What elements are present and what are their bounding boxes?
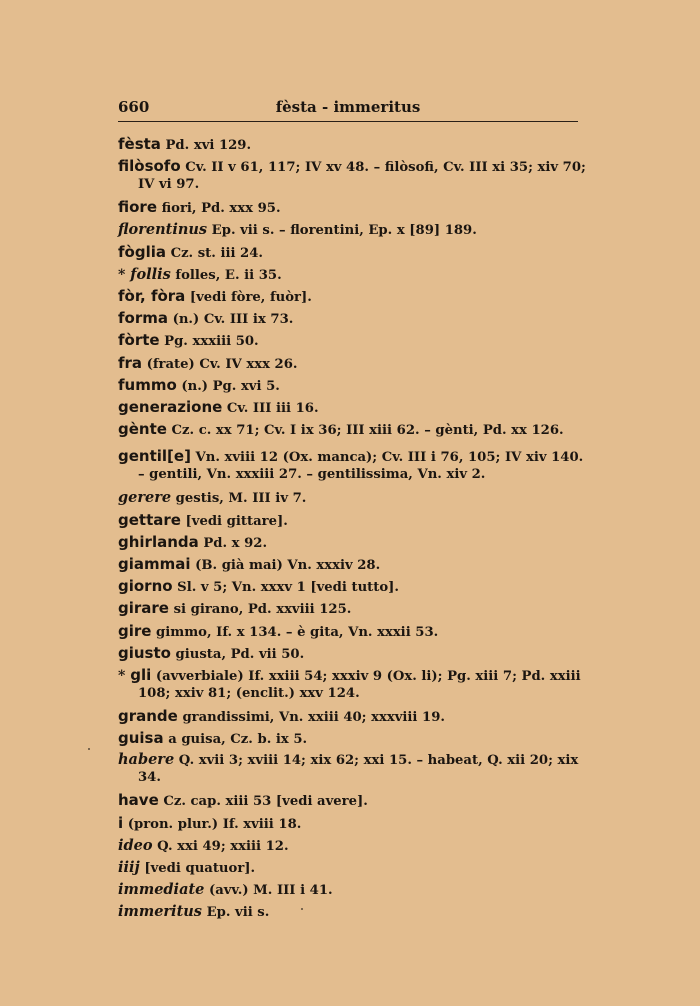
header-rule (118, 121, 578, 122)
entry-headword: guisa (118, 729, 164, 748)
entry-references: (n.) Cv. III ix 73. (167, 312, 294, 328)
index-entry (118, 621, 588, 643)
entry-headword: gentil[e] (118, 447, 191, 466)
entry-headword: habere (118, 751, 175, 769)
index-entry (118, 419, 588, 446)
entry-references: gestis, M. III iv 7. (171, 491, 307, 507)
entry-headword: ghirlanda (118, 532, 199, 551)
entry-headword: generazione (118, 398, 223, 417)
index-entries (118, 134, 588, 924)
entry-headword: fòglia (118, 242, 166, 261)
entry-references: Cv. II v 61, 117; IV xv 48. – filòsofi, Cv. III xi 35; xiv 70; IV vi 97. (138, 160, 586, 192)
entry-references: Cz. st. iii 24. (165, 245, 264, 261)
index-entry (118, 813, 588, 835)
index-entry (118, 397, 588, 419)
entry-references: si girano, Pd. xxviii 125. (168, 602, 352, 618)
entry-headword: ideo (118, 836, 153, 854)
entry-references: giusta, Pd. vii 50. (170, 646, 305, 662)
entry-headword: grande (118, 707, 178, 726)
index-entry (118, 353, 588, 375)
index-entry (118, 446, 588, 487)
entry-references: grandissimi, Vn. xxiii 40; xxxviii 19. (177, 710, 445, 726)
entry-headword: giusto (118, 643, 171, 662)
entry-references: a guisa, Cz. b. ix 5. (163, 732, 308, 748)
entry-references: [vedi quatuor]. (139, 861, 256, 877)
index-entry (118, 219, 588, 241)
index-entry (118, 264, 588, 286)
entry-headword: florentinus (118, 221, 208, 239)
index-entry (118, 375, 588, 397)
index-entry (118, 197, 588, 219)
paper-speck (88, 748, 90, 750)
entry-references: Cz. cap. xiii 53 [vedi avere]. (158, 794, 368, 810)
entry-headword: gire (118, 621, 152, 640)
entry-headword: i (118, 813, 124, 832)
index-entry (118, 706, 588, 728)
entry-references: (avverbiale) If. xxiii 54; xxxiv 9 (Ox. li); Pg. xiii 7; Pd. xxiii 108; xxiv 81; (enclit.) xxv 124. (138, 669, 581, 701)
index-entry (118, 901, 588, 923)
index-entry (118, 487, 588, 509)
entry-marker: * (118, 668, 131, 685)
index-entry (118, 286, 588, 308)
entry-references: Ep. vii s. (201, 905, 270, 921)
index-entry (118, 242, 588, 264)
entry-headword: have (118, 791, 159, 810)
index-entry (118, 330, 588, 352)
entry-references: Pd. xvi 129. (160, 138, 252, 153)
entry-headword: fiore (118, 198, 157, 217)
entry-references: [vedi gittare]. (180, 513, 288, 529)
entry-headword: gettare (118, 510, 181, 529)
entry-headword: immediate (118, 881, 205, 899)
index-entry (118, 308, 588, 330)
entry-references: Ep. vii s. – florentini, Ep. x [89] 189. (207, 223, 477, 239)
entry-references: Pd. x 92. (198, 535, 268, 551)
index-entry (118, 665, 588, 706)
entry-references: (n.) Pg. xvi 5. (176, 378, 280, 394)
index-entry (118, 643, 588, 665)
entry-marker: * (118, 266, 131, 283)
index-entry (118, 134, 588, 156)
entry-headword: forma (118, 309, 168, 328)
entry-headword: gènte (118, 420, 167, 439)
entry-references: fiori, Pd. xxx 95. (157, 201, 281, 217)
index-entry (118, 728, 588, 750)
entry-references: Sl. v 5; Vn. xxxv 1 [vedi tutto]. (172, 580, 399, 596)
entry-references: gimmo, If. x 134. – è gita, Vn. xxxii 53. (151, 624, 439, 640)
entry-references: (B. già mai) Vn. xxxiv 28. (190, 558, 381, 574)
entry-references: (pron. plur.) If. xviii 18. (123, 816, 302, 832)
entry-references: folles, E. ii 35. (170, 267, 282, 283)
entry-headword: fòrte (118, 331, 160, 350)
entry-headword: iiij (118, 859, 140, 877)
page-header (118, 98, 578, 118)
entry-headword: girare (118, 599, 169, 618)
index-entry (118, 879, 588, 901)
index-entry (118, 156, 588, 197)
index-entry (118, 750, 588, 790)
index-entry (118, 790, 588, 812)
index-entry (118, 598, 588, 620)
entry-references: Vn. xviii 12 (Ox. manca); Cv. III i 76, 105; IV xiv 140. – gentili, Vn. xxxiii 27. – gentilissima, Vn. xiv 2. (138, 450, 584, 482)
entry-headword: filòsofo (118, 157, 181, 176)
index-entry (118, 835, 588, 857)
running-title: fèsta - immeritus (275, 98, 421, 116)
entry-headword: gerere (118, 489, 172, 507)
entry-references: Q. xxi 49; xxiii 12. (152, 838, 289, 854)
page-number: 660 (118, 98, 150, 116)
index-entry (118, 510, 588, 532)
entry-references: (frate) Cv. IV xxx 26. (142, 356, 298, 372)
index-entry (118, 857, 588, 879)
entry-headword: immeritus (118, 903, 202, 921)
entry-references: Q. xvii 3; xviii 14; xix 62; xxi 15. – habeat, Q. xii 20; xix 34. (138, 753, 579, 785)
entry-headword: giammai (118, 555, 191, 574)
entry-references: Cz. c. xx 71; Cv. I ix 36; III xiii 62. – gènti, Pd. xx 126. (166, 423, 564, 439)
entry-headword: fèsta (118, 135, 161, 153)
entry-headword: fra (118, 353, 143, 372)
index-entry (118, 576, 588, 598)
entry-headword: giorno (118, 577, 173, 596)
entry-headword: follis (130, 265, 171, 283)
entry-headword: fòr, fòra (118, 287, 186, 306)
paper-speck (301, 908, 303, 910)
index-entry (118, 554, 588, 576)
entry-references: Pg. xxxiii 50. (159, 334, 259, 350)
entry-references: (avv.) M. III i 41. (204, 883, 333, 899)
entry-references: [vedi fòre, fuòr]. (185, 290, 312, 306)
entry-headword: gli (130, 666, 152, 685)
entry-references: Cv. III iii 16. (222, 401, 319, 417)
index-entry (118, 532, 588, 554)
entry-headword: fummo (118, 375, 177, 394)
